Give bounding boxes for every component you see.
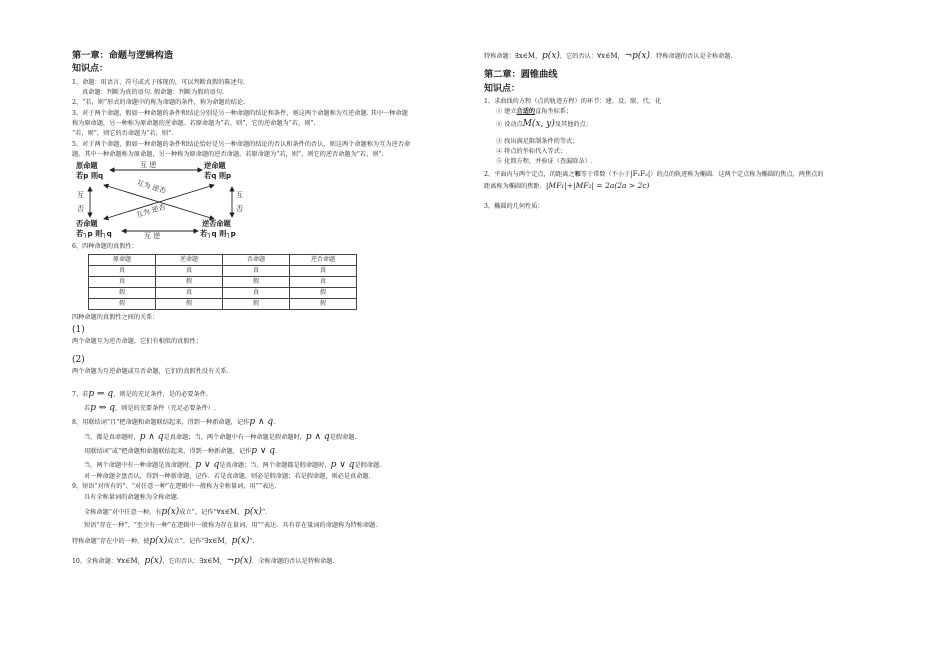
ch2-item-3: 3、椭圆的几何性质：: [484, 203, 544, 211]
predicate-math: p(x): [542, 51, 560, 61]
particular-mid: ，它的否认：: [559, 53, 598, 60]
exists-math: ∃x∈M，: [204, 536, 232, 545]
item-9e-suffix: ”.: [249, 537, 255, 545]
step-1: [484, 108, 879, 116]
forall-math: ∀x∈M，: [216, 508, 245, 517]
item-9-line-d: 短语“存在一种”、“至少有一种”在逻辑中一般称为存在量词，用“”表达．具有存在量词的命题称为特称命题.: [84, 522, 378, 530]
item-2: 2、“若，则”形式的命题中的称为命题的条件，称为命题的结论.: [72, 99, 246, 107]
table-row: [89, 276, 357, 287]
inverse-proposition-label: 否命题: [76, 219, 98, 229]
and-math: p ∧ q: [305, 431, 330, 442]
item-8a-suffix: .: [273, 419, 276, 427]
right-column: [484, 50, 879, 214]
right-edge-label-a: 互: [236, 191, 243, 200]
item-7b-suffix: ，则是的充要条件（充足必要条件）.: [114, 405, 216, 413]
exists-math: ∃x∈M，: [199, 556, 227, 565]
header-converse: 逆命题: [156, 254, 223, 265]
or-math: p ∨ q: [330, 459, 355, 470]
item-6: 6、四种命题的真假性：: [72, 243, 138, 251]
predicate-math: p(x): [244, 507, 262, 518]
table-cell: 真: [89, 265, 156, 276]
table-cell: 假: [89, 298, 156, 309]
sufficient-condition-math: p ⇒ q: [88, 389, 114, 400]
item-3-line-a: 3、对于两个命题，假如一种命题的条件和结论分别是另一种命题的结论和条件，则这两个命题称为互逆命题. 其中一种命题: [72, 109, 408, 117]
relation-2: 两个命题为互逆命题或互否命题，它们的真假性没有关系.: [72, 367, 229, 375]
table-row: [89, 265, 357, 276]
item-8-line-a: [72, 416, 470, 428]
right-edge-label-b: 否: [236, 205, 243, 214]
item-9-line-e: [72, 535, 470, 547]
item-3-line-b: 称为原命题，另一种称为原命题的逆命题。若原命题为“若，则”，它的逆命题为“若，则”.: [72, 120, 316, 127]
table-cell: 假: [223, 298, 290, 309]
item-5-line-a: 5、对于两个命题，假如一种命题的条件和结论恰好是另一种命题的结论的否认和条件的否认，则这两个命题称为互为逆否命: [72, 140, 411, 148]
item-8-line-d: [72, 459, 470, 471]
left-edge-label-b: 否: [77, 205, 84, 214]
item-8c-suffix: .: [275, 447, 278, 455]
item-9-line-a: 9、短语“对所有的”、“对任意一种”在逻辑中一般称为全称量词，用“”表达.: [72, 483, 277, 491]
chapter2-knowledge-heading: 知识点：: [484, 83, 521, 94]
header-original: 原命题: [89, 254, 156, 265]
table-cell: 假: [223, 276, 290, 287]
header-contrapositive: 逆否命题: [290, 254, 357, 265]
truth-table-header-row: [89, 254, 357, 265]
header-inverse: 否命题: [223, 254, 290, 265]
item-9-line-b: 具有全称量词的命题称为全称命题.: [84, 493, 179, 501]
item-2a-prefix: 2、平面内与两个定点，的距离之: [484, 170, 575, 178]
contrapositive-proposition-label: 逆否命题: [202, 219, 231, 229]
left-column: [72, 50, 470, 569]
item-8-line-e: 对一种命题全盘否认，得到一种新命题，记作．若是真命题，则必是假命题；若是假命题，则必是真命题.: [84, 473, 371, 480]
or-math: p ∨ q: [251, 445, 276, 456]
and-math: p ∧ q: [139, 431, 164, 442]
item-9e-mid: 成立”，记作“: [167, 537, 205, 545]
table-cell: 真: [223, 287, 290, 298]
step-2-suffix: 及其他的点；: [554, 121, 592, 129]
item-8-line-b: [72, 431, 470, 443]
exists-math: ∃x∈M，: [514, 52, 543, 60]
chapter2-title: 第二章：圆锥曲线: [484, 69, 558, 81]
item-8c-prefix: 用联结词“或”把命题和命题联结起来，得到一种新命题，记作: [84, 447, 252, 455]
converse-proposition-expr: 若q 则p: [204, 171, 232, 181]
table-cell: 真: [290, 265, 357, 276]
item-2a-mid: 等于常数（不小于: [580, 170, 631, 178]
forall-math: ∀x∈M，: [597, 52, 625, 60]
item-7b-prefix: 若: [84, 405, 91, 413]
contrapositive-proposition-expr: 若┐q 则┐p: [200, 229, 236, 239]
table-cell: 真: [156, 287, 223, 298]
diagram-lines: [74, 161, 274, 239]
ellipse-definition-math: |MF₁|+|MF₂| = 2a(2a > 2c): [545, 181, 650, 191]
item-7a-prefix: 7、若: [72, 391, 89, 399]
item-7-line-a: [72, 388, 470, 400]
negated-predicate-math: ¬p(x): [226, 555, 253, 566]
item-7-line-b: [72, 402, 470, 414]
step-2: [484, 118, 879, 130]
left-edge-label-a: 互: [77, 191, 84, 200]
focal-distance-math: |F₁F₂|: [630, 169, 651, 178]
item-8d-prefix: 当、两个命题中有一种命题是真命题时，: [84, 461, 196, 469]
particular-prefix: 特称命题：: [484, 53, 515, 60]
item-10-mid: ，它的否认：: [162, 557, 200, 565]
table-row: [89, 298, 357, 309]
item-9c-prefix: 全称命题“对中任意一种，有: [84, 509, 162, 517]
item-4: “若，则”，则它的否命题为“若，则”.: [72, 130, 174, 138]
truth-table: [88, 254, 357, 310]
table-row: [89, 287, 357, 298]
diagonal-label-2: 互为 逆否: [135, 203, 167, 220]
step-2-prefix: ② 设动点: [496, 121, 523, 129]
original-proposition-label: 原命题: [76, 161, 98, 171]
diagonal-label-1: 互为 逆否: [135, 179, 167, 196]
item-7a-suffix: ，则是的充足条件，是的必要条件.: [113, 391, 208, 399]
item-8b-prefix: 当、都是真命题时，: [84, 433, 140, 441]
item-10: [72, 555, 470, 567]
bottom-edge-label: 互 逆: [144, 232, 161, 241]
converse-proposition-label: 逆命题: [204, 161, 226, 171]
step-5: ⑤ 化简方程，并验证（查漏除杂）.: [496, 158, 593, 166]
top-edge-label: 互 逆: [140, 161, 157, 170]
table-cell: 假: [156, 276, 223, 287]
item-5-line-b: 题。其中一种命题称为原命题，另一种称为原命题的逆否命题。若原命题为“若，则”，则它的逆否命题为“若，则”.: [72, 151, 384, 159]
table-cell: 假: [290, 298, 357, 309]
predicate-math: p(x): [231, 535, 250, 546]
item-10-suffix: ．全称命题的否认是特称命题.: [252, 557, 335, 565]
item-8d-mid: 是真命题；当、两个命题都是假命题时，: [219, 461, 331, 469]
ch2-item-1: 1、求曲线的方程（点的轨迹方程）的环节：建、设、限、代、化: [484, 97, 662, 105]
item-9e-prefix: 特称命题“存在中的一种，使: [72, 537, 150, 545]
original-proposition-expr: 若p 则q: [76, 171, 104, 181]
or-math: p ∨ q: [195, 459, 220, 470]
relation-1: 两个命题互为逆否命题，它们有相似的真假性；: [72, 338, 202, 346]
item-8b-suffix: 是假命题.: [329, 433, 357, 441]
relation-intro: 四种命题的真假性之间的关系：: [72, 313, 159, 321]
item-2a-suffix: ）的点的轨迹称为椭圆．这两个定点称为椭圆的焦点，两焦点的: [650, 170, 824, 178]
item-8a-prefix: 8、用联结词“且”把命题和命题联结起来，得到一种新命题，记作: [72, 419, 250, 427]
step-1-suffix: 直角坐标系；: [535, 108, 573, 116]
table-cell: 真: [223, 265, 290, 276]
table-cell: 真: [156, 265, 223, 276]
item-8b-mid: 是真命题；当、两个命题中有一种命题是假命题时，: [163, 433, 306, 441]
four-propositions-diagram: [74, 161, 274, 239]
negated-predicate-math: ¬p(x): [624, 51, 650, 61]
forall-math: ∀x∈M，: [117, 556, 145, 565]
item-10-prefix: 10、全称命题：: [72, 557, 117, 565]
particular-proposition-negation: [484, 50, 879, 62]
predicate-math: p(x): [161, 507, 180, 518]
item-2b-prefix: 距离称为椭圆的焦距．: [484, 183, 546, 191]
item-8d-suffix: 是假命题.: [354, 461, 382, 469]
item-1-true-false: 真命题：判断为真的语句. 假命题：判断为假的语句.: [82, 88, 225, 96]
step-3: ③ 找出满足限制条件的等式；: [496, 137, 579, 145]
item-1: 1、命题：用语言、符号或式子体现的，可以判断真假的陈述句.: [72, 78, 245, 86]
step-1-prefix: ① 建立: [496, 108, 517, 116]
item-9-line-c: [72, 506, 470, 518]
table-cell: 真: [89, 276, 156, 287]
relation-1-mark: (1): [72, 325, 85, 336]
iff-condition-math: p ⇔ q: [90, 403, 115, 414]
chapter1-knowledge-heading: 知识点：: [72, 64, 109, 75]
particular-suffix: ．特称命题的否认是全称命题.: [649, 53, 733, 60]
table-cell: 真: [290, 276, 357, 287]
ch2-item-2-line-a: [484, 170, 879, 179]
item-8-line-c: [72, 445, 470, 457]
step-1-underlined: 合适的: [516, 108, 536, 116]
and-math: p ∧ q: [249, 417, 274, 428]
item-9c-suffix: ”.: [261, 509, 268, 517]
item-2a-bold: 和: [574, 170, 581, 178]
relation-2-mark: (2): [72, 354, 85, 365]
predicate-math: p(x): [144, 555, 163, 566]
predicate-math: p(x): [149, 535, 168, 546]
moving-point-math: M(x, y): [522, 119, 555, 130]
table-cell: 假: [156, 298, 223, 309]
chapter1-title: 第一章：命题与逻辑构造: [72, 50, 174, 61]
table-cell: 假: [89, 287, 156, 298]
ch2-item-2-line-b: [484, 181, 879, 191]
step-4: ④ 将点的坐标代入等式；: [496, 147, 567, 155]
item-9c-mid: 成立”，记作“: [179, 509, 217, 517]
inverse-proposition-expr: 若┐p 则┐q: [76, 229, 112, 239]
table-cell: 假: [290, 287, 357, 298]
